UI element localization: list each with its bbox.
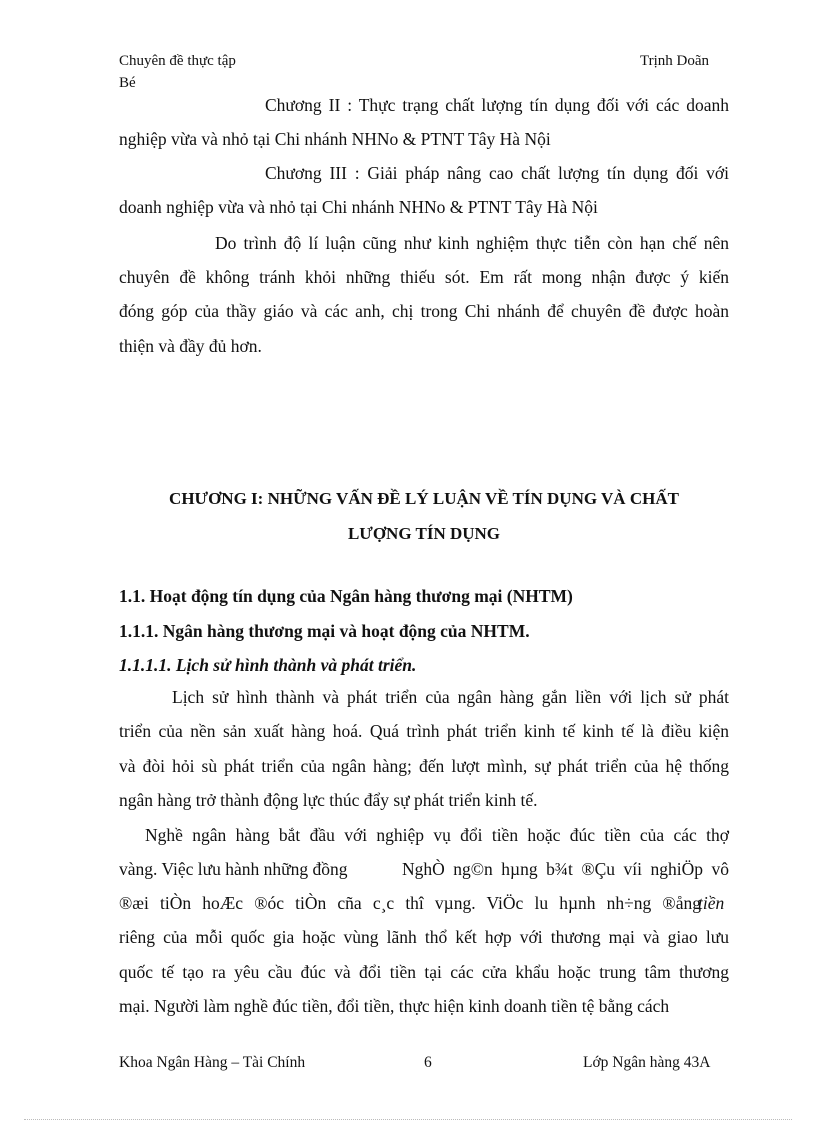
text-line: Do trình độ lí luận cũng như kinh nghiệm thực tiễn còn hạn chế nên: [215, 233, 729, 253]
text-line: mại. Người làm nghề đúc tiền, đổi tiền, thực hiện kinh doanh tiền tệ bằng cách: [119, 996, 670, 1016]
text-line: ngân hàng trở thành động lực thúc đẩy sự phát triển kinh tế.: [119, 790, 538, 810]
italic-word: tiền: [698, 893, 725, 913]
text-line: Nghề ngân hàng bắt đầu với nghiệp vụ đổi tiền hoặc đúc tiền của các thợ: [145, 825, 729, 845]
heading-1-1-1-1: 1.1.1.1. Lịch sử hình thành và phát triển.: [119, 655, 417, 675]
header-right: Trịnh Doãn: [640, 53, 710, 69]
text-line: nghiệp vừa và nhỏ tại Chi nhánh NHNo & PTNT Tây Hà Nội: [119, 129, 551, 149]
text-line: Lịch sử hình thành và phát triển của ngân hàng gắn liền với lịch sử phát: [172, 687, 729, 707]
header-left-line1: Chuyên đề thực tập: [119, 53, 236, 69]
text-line: doanh nghiệp vừa và nhỏ tại Chi nhánh NHNo & PTNT Tây Hà Nội: [119, 197, 598, 217]
footer-left: Khoa Ngân Hàng – Tài Chính: [119, 1054, 306, 1071]
text-line: đóng góp của thầy giáo và các anh, chị trong Chi nhánh để chuyên đề được hoàn: [119, 301, 729, 321]
footer-right: Lớp Ngân hàng 43A: [583, 1054, 711, 1071]
text-line: vàng. Việc lưu hành những đồng: [119, 859, 348, 879]
text-line: thiện và đầy đủ hơn.: [119, 336, 262, 356]
text-line: Chương III : Giải pháp nâng cao chất lượng tín dụng đối với: [265, 163, 729, 183]
text-line: Chương II : Thực trạng chất lượng tín dụng đối với các doanh: [265, 95, 729, 115]
text-line: riêng của mỗi quốc gia hoặc vùng lãnh thổ kết hợp với thương mại và giao lưu: [119, 927, 729, 947]
text-line: triển của nền sản xuất hàng hoá. Quá trình phát triển kinh tế kinh tế là điều kiện: [119, 721, 729, 741]
text-line: và đòi hỏi sù phát triển của ngân hàng; đến lượt mình, sự phát triển của hệ thống: [119, 756, 729, 776]
chapter-title-line1: CHƯƠNG I: NHỮNG VẤN ĐỀ LÝ LUẬN VỀ TÍN DỤNG VÀ CHẤT: [169, 489, 679, 508]
text-line: chuyên đề không tránh khỏi những thiếu sót. Em rất mong nhận được ý kiến: [119, 267, 729, 287]
garbled-legacy-font-text: ®æi tiÒn hoÆc ®óc tiÒn cña c¸c thî vµng. ViÖc lu hµnh nh÷ng ®ång: [119, 893, 701, 913]
heading-1-1-1: 1.1.1. Ngân hàng thương mại và hoạt động của NHTM.: [119, 621, 530, 641]
header-left-line2: Bé: [119, 75, 136, 91]
garbled-legacy-font-text: NghÒ ng©n hµng b¾t ®Çu víi nghiÖp vô: [402, 859, 729, 879]
heading-1-1: 1.1. Hoạt động tín dụng của Ngân hàng thương mại (NHTM): [119, 586, 573, 606]
page-bottom-divider: [24, 1119, 792, 1120]
page-number: 6: [424, 1054, 432, 1071]
chapter-title-line2: LƯỢNG TÍN DỤNG: [347, 524, 501, 543]
text-line: quốc tế tạo ra yêu cầu đúc và đổi tiền tại các cửa khẩu hoặc trung tâm thương: [119, 962, 729, 982]
